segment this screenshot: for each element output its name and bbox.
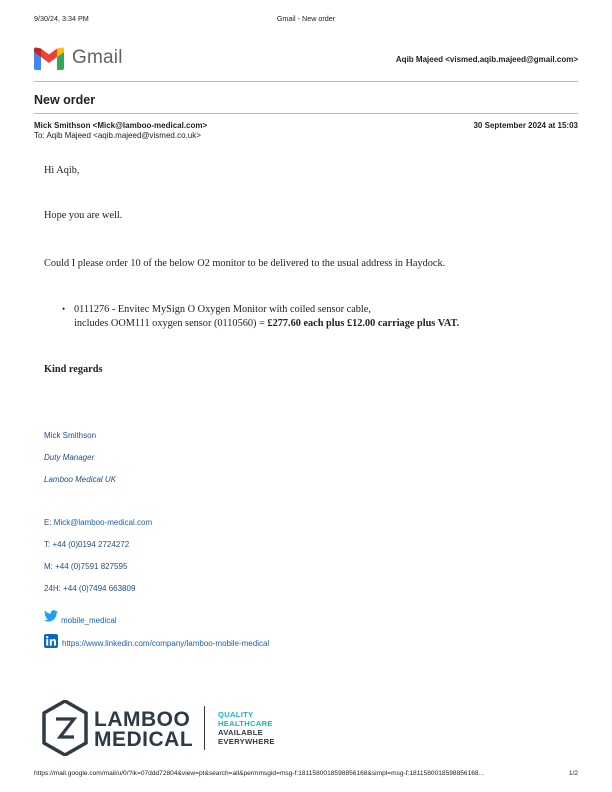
print-page-number: 1/2 xyxy=(568,770,578,777)
email-signoff: Kind regards xyxy=(44,364,103,375)
twitter-handle: mobile_medical xyxy=(61,616,117,625)
subject-divider xyxy=(34,113,578,114)
logo-wordmark-line1: LAMBOO xyxy=(94,708,191,731)
email-recipient: To: Aqib Majeed <aqib.majeed@vismed.co.uk> xyxy=(34,131,201,140)
signature-telephone: T: +44 (0)0194 2724272 xyxy=(44,540,130,549)
linkedin-link[interactable] xyxy=(44,633,269,648)
email-request: Could I please order 10 of the below O2 monitor to be delivered to the usual address in Haydock. xyxy=(44,258,446,269)
email-sender: Mick Smithson <Mick@lamboo-medical.com> xyxy=(34,121,208,130)
print-header xyxy=(34,14,578,26)
account-identity: Aqib Majeed <vismed.aqib.majeed@gmail.com> xyxy=(395,55,578,64)
order-item-spec: includes OOM111 oxygen sensor (0110560) = xyxy=(74,317,268,329)
order-item-line1: 0111276 - Envitec MySign O Oxygen Monitor with coiled sensor cable, xyxy=(74,304,371,315)
email-hope-line: Hope you are well. xyxy=(44,210,123,221)
print-page-title: Gmail - New order xyxy=(276,14,336,23)
logo-divider xyxy=(204,706,205,750)
order-item-bullet xyxy=(62,303,460,330)
order-item-line2 xyxy=(74,317,459,331)
signature-company: Lamboo Medical UK xyxy=(44,475,117,484)
gmail-wordmark: Gmail xyxy=(72,47,123,68)
order-item-price: £277.60 each plus £12.00 carriage plus VAT. xyxy=(267,317,460,329)
gmail-brand[interactable] xyxy=(34,44,123,72)
signature-email-label: E: xyxy=(44,518,54,527)
print-timestamp: 9/30/24, 3:34 PM xyxy=(34,14,89,23)
logo-tagline-3: AVAILABLE xyxy=(218,728,264,737)
email-date: 30 September 2024 at 15:03 xyxy=(473,121,578,130)
signature-name: Mick Smithson xyxy=(44,431,97,440)
print-url: https://mail.google.com/mail/u/0/?ik=07ddd72804&view=pt&search=all&permmsgid=msg-f:1811580018598856168&simpl=msg-f:1811580018598856168... xyxy=(34,770,485,777)
gmail-logo-icon xyxy=(34,47,64,70)
twitter-icon xyxy=(44,610,58,622)
logo-tagline-4: EVERYWHERE xyxy=(218,737,275,746)
logo-wordmark-line2: MEDICAL xyxy=(94,728,194,751)
signature-role: Duty Manager xyxy=(44,453,95,462)
logo-tagline-1: QUALITY xyxy=(218,710,254,719)
header-divider xyxy=(34,81,578,82)
email-greeting: Hi Aqib, xyxy=(44,165,80,176)
lamboo-medical-logo xyxy=(42,700,302,758)
signature-email-link[interactable]: Mick@lamboo-medical.com xyxy=(53,518,153,527)
email-subject: New order xyxy=(34,93,96,107)
print-footer xyxy=(34,770,578,780)
signature-24h-line: 24H: +44 (0)7494 663809 xyxy=(44,584,136,593)
linkedin-icon xyxy=(44,634,58,648)
signature-email-row xyxy=(44,518,152,527)
bullet-dot: • xyxy=(62,304,66,314)
signature-mobile: M: +44 (0)7591 827595 xyxy=(44,562,128,571)
logo-tagline-2: HEALTHCARE xyxy=(218,719,273,728)
lamboo-emblem-icon xyxy=(42,700,88,756)
twitter-link[interactable] xyxy=(44,606,117,625)
linkedin-url: https://www.linkedin.com/company/lamboo-mobile-medical xyxy=(62,639,270,648)
